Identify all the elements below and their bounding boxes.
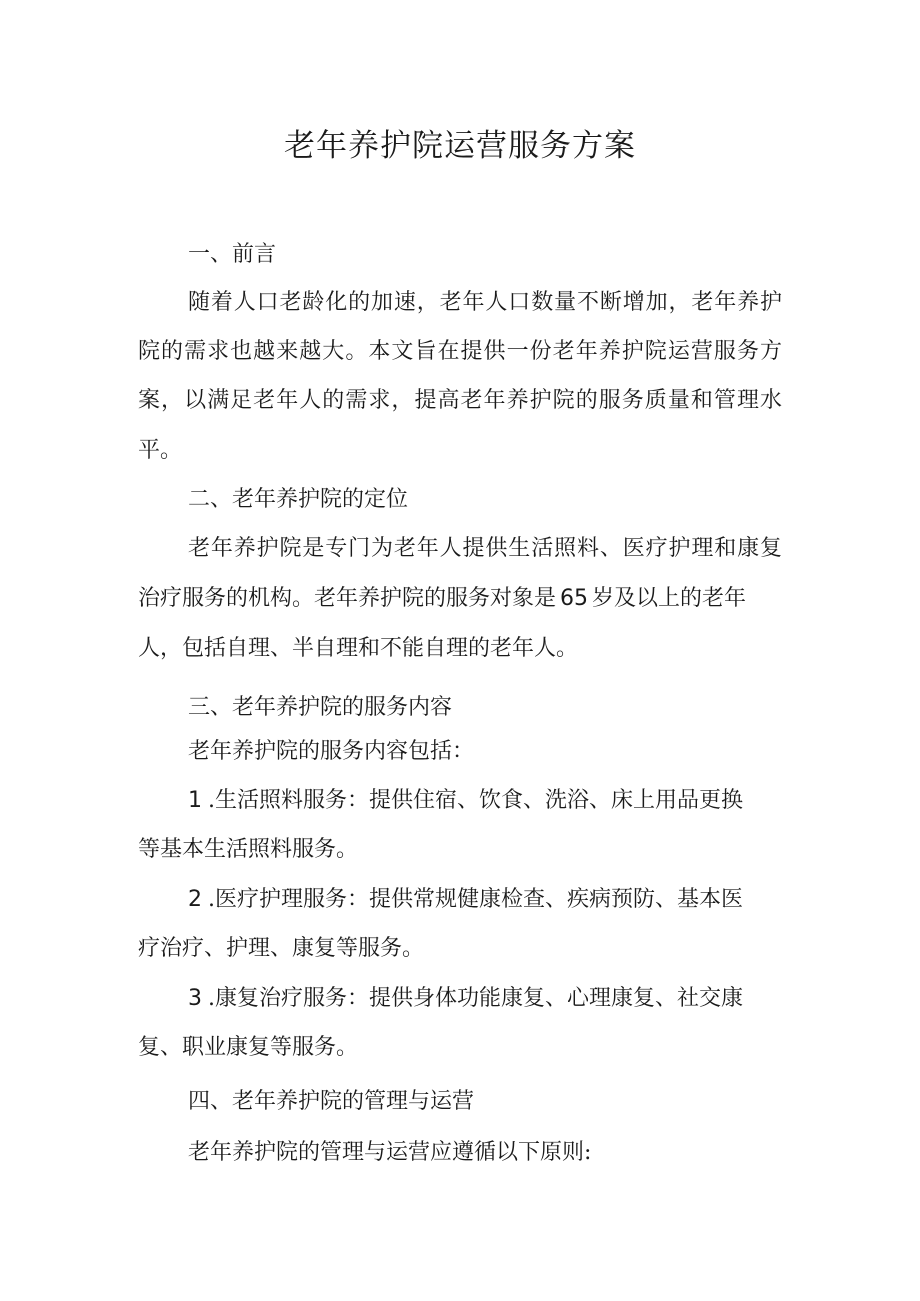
section-heading-management: 四、老年养护院的管理与运营 (188, 1089, 475, 1114)
list-item-text: .生活照料服务：提供住宿、饮食、洗浴、床上用品更换 (208, 788, 743, 813)
list-item-continuation: 疗治疗、护理、康复等服务。 (138, 936, 425, 961)
document-title: 老年养护院运营服务方案 (284, 128, 636, 164)
list-item-continuation: 等基本生活照料服务。 (138, 837, 359, 862)
paragraph-line: 老年养护院是专门为老年人提供生活照料、医疗护理和康复 (188, 536, 782, 561)
paragraph-line: 案，以满足老年人的需求，提高老年养护院的服务质量和管理水 (138, 388, 782, 413)
section-heading-preface: 一、前言 (188, 242, 277, 267)
management-intro: 老年养护院的管理与运营应遵循以下原则: (188, 1140, 592, 1165)
paragraph-line: 院的需求也越来越大。本文旨在提供一份老年养护院运营服务方 (138, 339, 782, 364)
list-item-line (188, 786, 743, 816)
paragraph-text: 治疗服务的机构。老年养护院的服务对象是 (138, 586, 557, 611)
list-item-text: .康复治疗服务：提供身体功能康复、心理康复、社交康 (208, 986, 743, 1011)
paragraph-line: 平。 (138, 438, 183, 463)
list-item-number: 3 (188, 986, 202, 1011)
list-item-line (188, 885, 743, 915)
list-item-continuation: 复、职业康复等服务。 (138, 1035, 359, 1060)
paragraph-line: 随着人口老龄化的加速，老年人口数量不断增加，老年养护 (188, 290, 782, 315)
paragraph-text: 岁及以上的老年 (592, 586, 747, 611)
list-item-number: 1 (188, 788, 202, 813)
paragraph-line (138, 584, 746, 614)
list-item-line (188, 984, 743, 1014)
section-heading-positioning: 二、老年养护院的定位 (188, 487, 409, 512)
services-intro: 老年养护院的服务内容包括： (188, 739, 475, 764)
section-heading-services: 三、老年养护院的服务内容 (188, 695, 453, 720)
paragraph-line: 人，包括自理、半自理和不能自理的老年人。 (138, 636, 579, 661)
age-number: 65 (560, 586, 589, 611)
list-item-number: 2 (188, 887, 202, 912)
list-item-text: .医疗护理服务：提供常规健康检查、疾病预防、基本医 (208, 887, 743, 912)
